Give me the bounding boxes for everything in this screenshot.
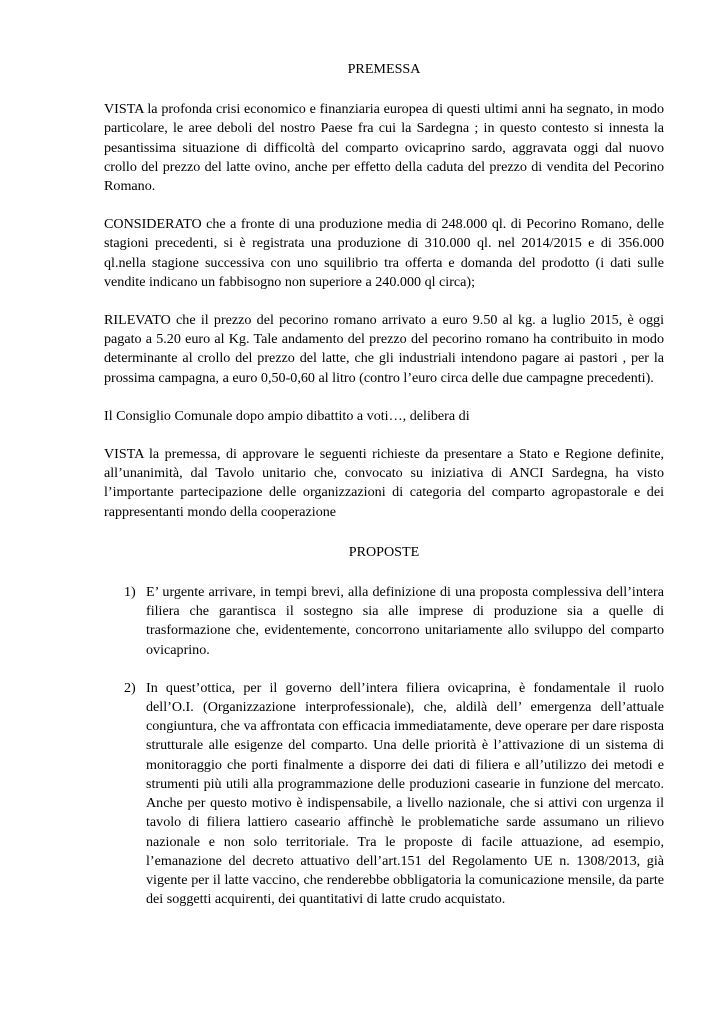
- list-item: [104, 583, 664, 660]
- list-item-number: 2): [124, 679, 136, 696]
- spacer: [104, 196, 664, 215]
- paragraph-rilevato: RILEVATO che il prezzo del pecorino romano arrivato a euro 9.50 al kg. a luglio 2015, è oggi pagato a 5.20 euro al Kg. Tale andamento del prezzo del pecorino romano ha contribuito in modo determinante al crollo del prezzo del latte, che gli industriali intendono pagare ai pastori , per la prossima campagna, a euro 0,50-0,60 al litro (contro l’euro circa delle due campagne precedenti).: [104, 312, 664, 386]
- list-item: [104, 679, 664, 909]
- list-item-text: E’ urgente arrivare, in tempi brevi, alla definizione di una proposta complessiva dell’intera filiera che garantisca il sostegno sia alle imprese di produzione sia a quelle di trasformazione che, evidentemente, concorrono unitariamente allo sviluppo del comparto ovicaprino.: [146, 584, 664, 658]
- list-item-number: 1): [124, 584, 136, 601]
- premessa-heading: PREMESSA: [347, 61, 421, 77]
- paragraph-delibera: Il Consiglio Comunale dopo ampio dibattito a voti…, delibera di: [104, 407, 470, 424]
- proposte-list: [104, 583, 664, 909]
- spacer: [104, 388, 664, 407]
- paragraph-vista-premessa: VISTA la premessa, di approvare le seguenti richieste da presentare a Stato e Regione definite, all’unanimità, dal Tavolo unitario che, convocato su iniziativa di ANCI Sardegna, ha visto l’importante partecipazione delle organizzazioni di categoria del comparto agropastorale e dei rappresentanti mondo della cooperazione: [104, 446, 664, 520]
- paragraph-considerato: CONSIDERATO che a fronte di una produzione media di 248.000 ql. di Pecorino Romano, delle stagioni precedenti, si è registrata una produzione di 310.000 ql. nel 2014/2015 e di 356.000 ql.nella stagione successiva con uno squilibrio tra offerta e domanda del prodotto (i dati sulle vendite indicano un fabbisogno non superiore a 240.000 ql circa);: [104, 216, 664, 290]
- paragraph-vista: VISTA la profonda crisi economico e finanziaria europea di questi ultimi anni ha segnato, in modo particolare, le aree deboli del nostro Paese fra cui la Sardegna ; in questo contesto si innesta la pesantissima situazione di difficoltà del comparto ovicaprino sardo, aggravata oggi dal nuovo crollo del prezzo del latte ovino, anche per effetto della caduta del prezzo di vendita del Pecorino Romano.: [104, 101, 664, 195]
- spacer: [104, 292, 664, 311]
- spacer: [104, 562, 664, 583]
- list-item-text: In quest’ottica, per il governo dell’intera filiera ovicaprina, è fondamentale il ruolo dell’O.I. (Organizzazione interprofessionale), che, aldilà dell’ emergenza dell’attuale congiuntura, che va affrontata con efficacia immediatamente, deve operare per dare risposta strutturale alle esigenze del comparto. Una delle priorità è l’attivazione di un sistema di monitoraggio che porti finalmente a disporre dei dati di filiera e all’utilizzo dei metodi e strumenti più utili alla programmazione delle produzioni casearie in funzione del mercato. Anche per questo motivo è indispensabile, a livello nazionale, che si attivi con urgenza il tavolo di filiera lattiero caseario affinchè le problematiche sarde assumano un rilievo nazionale e non solo territoriale. Tra le proposte di facile attuazione, ad esempio, l’emanazione del decreto attuativo dell’art.151 del Regolamento UE n. 1308/2013, già vigente per il latte vaccino, che renderebbe obbligatoria la comunicazione mensile, da parte dei soggetti acquirenti, dei quantitativi di latte crudo acquistato.: [146, 679, 664, 908]
- proposte-heading: PROPOSTE: [348, 543, 420, 560]
- spacer: [104, 426, 664, 445]
- spacer: [104, 79, 664, 100]
- spacer: [104, 522, 664, 543]
- document-page: [104, 60, 664, 909]
